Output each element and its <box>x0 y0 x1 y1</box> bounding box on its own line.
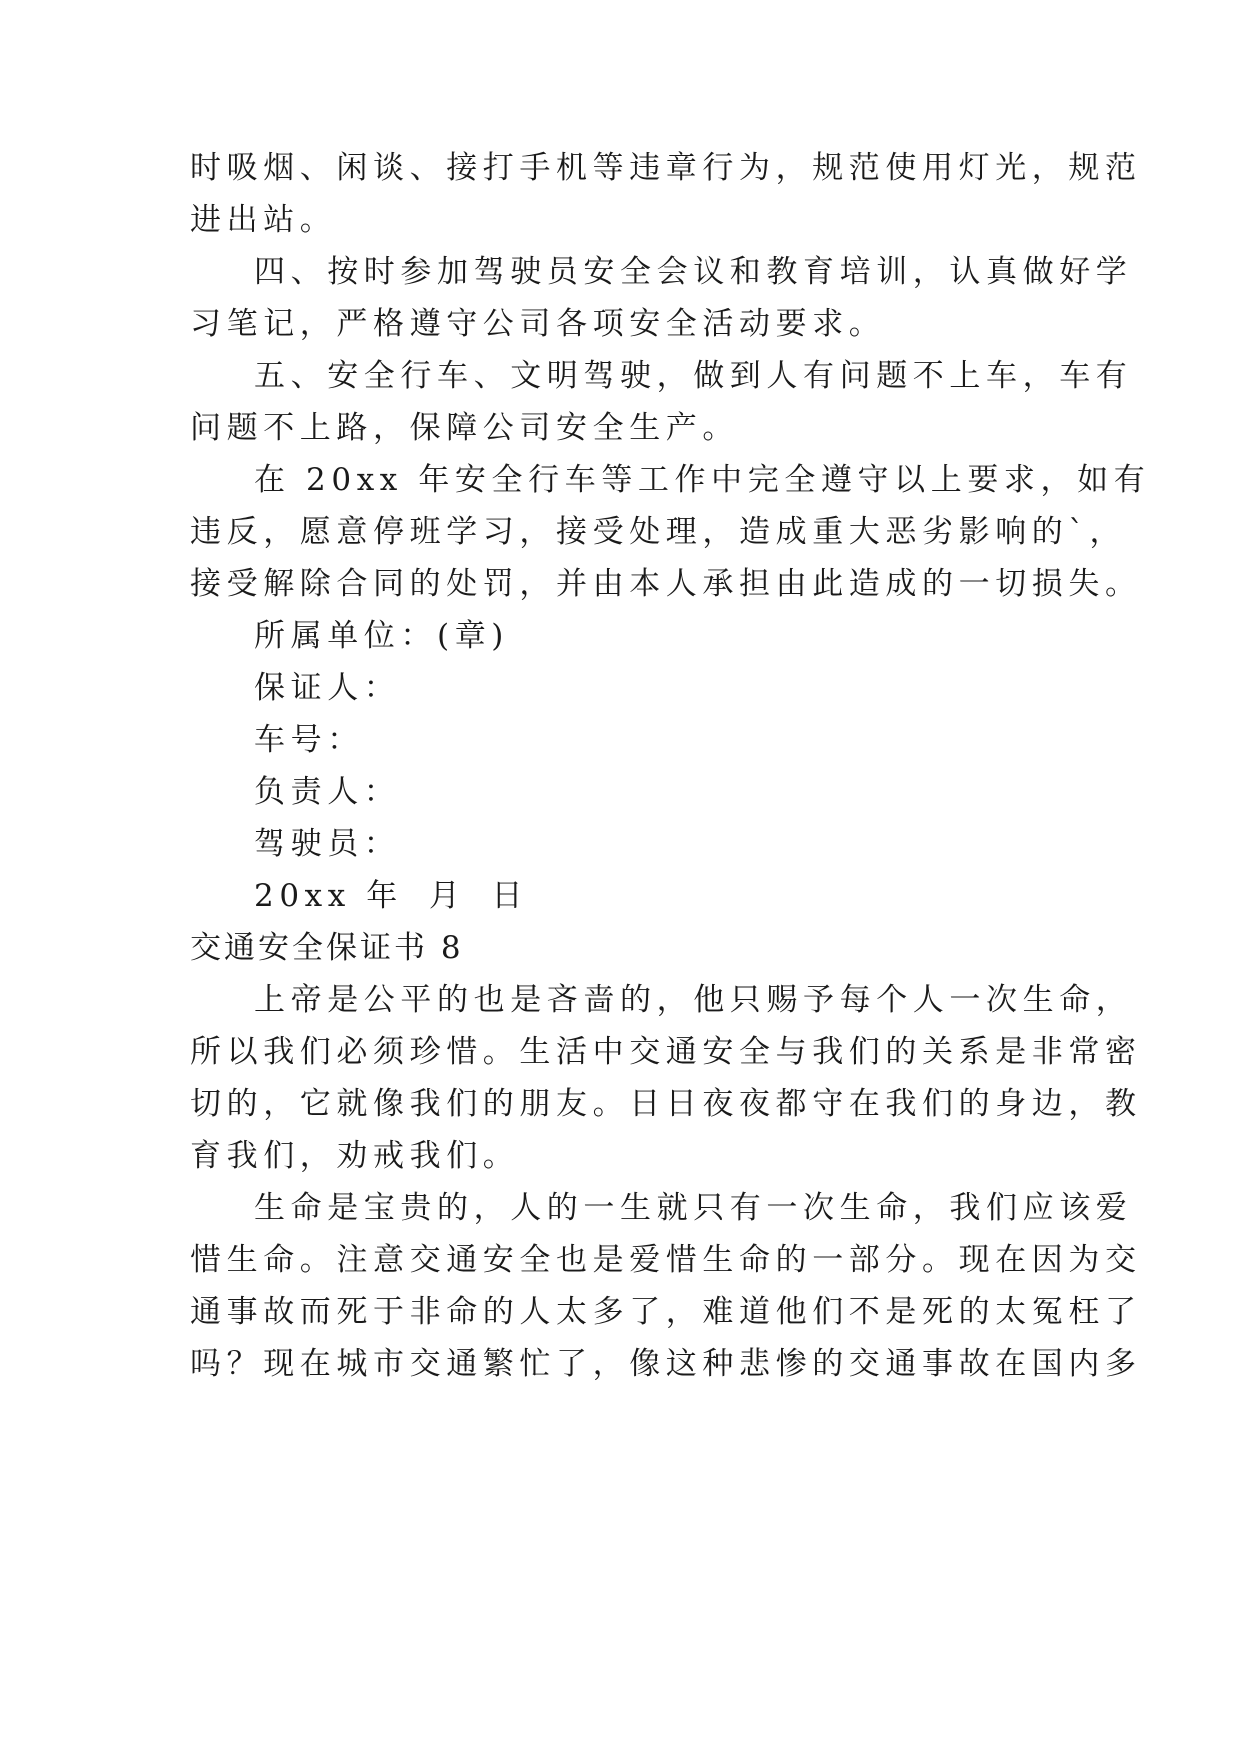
paragraph-line: 生命是宝贵的，人的一生就只有一次生命，我们应该爱 <box>254 1190 1133 1226</box>
paragraph-line: 上帝是公平的也是吝啬的，他只赐予每个人一次生命， <box>254 982 1133 1018</box>
item-five-line: 五、安全行车、文明驾驶，做到人有问题不上车，车有 <box>254 358 1133 394</box>
item-five-line: 问题不上路，保障公司安全生产。 <box>190 410 739 446</box>
item-four-line: 四、按时参加驾驶员安全会议和教育培训，认真做好学 <box>254 254 1133 290</box>
paragraph-line: 吗？现在城市交通繁忙了，像这种悲惨的交通事故在国内多 <box>190 1346 1142 1382</box>
date-year: 20xx 年 <box>254 878 403 914</box>
body-line: 进出站。 <box>190 202 337 238</box>
pledge-line: 在 20xx 年安全行车等工作中完全遵守以上要求，如有 <box>254 462 1151 498</box>
body-line: 时吸烟、闲谈、接打手机等违章行为，规范使用灯光，规范 <box>190 150 1142 186</box>
date-line <box>254 876 528 916</box>
guarantor-field-label: 保证人： <box>254 670 401 706</box>
paragraph-line: 育我们，劝戒我们。 <box>190 1138 520 1174</box>
paragraph-line: 通事故而死于非命的人太多了，难道他们不是死的太冤枉了 <box>190 1294 1142 1330</box>
date-day: 日 <box>491 878 529 914</box>
item-four-line: 习笔记，严格遵守公司各项安全活动要求。 <box>190 306 886 342</box>
section-title: 交通安全保证书 8 <box>190 930 464 966</box>
paragraph-line: 惜生命。注意交通安全也是爱惜生命的一部分。现在因为交 <box>190 1242 1142 1278</box>
vehicle-number-field-label: 车号： <box>254 722 364 758</box>
pledge-line: 接受解除合同的处罚，并由本人承担由此造成的一切损失。 <box>190 566 1142 602</box>
unit-field-label: 所属单位：(章) <box>254 618 509 654</box>
person-in-charge-field-label: 负责人： <box>254 774 401 810</box>
pledge-line: 违反，愿意停班学习，接受处理，造成重大恶劣影响的`， <box>190 514 1127 550</box>
date-month: 月 <box>428 878 466 914</box>
paragraph-line: 切的，它就像我们的朋友。日日夜夜都守在我们的身边，教 <box>190 1086 1142 1122</box>
paragraph-line: 所以我们必须珍惜。生活中交通安全与我们的关系是非常密 <box>190 1034 1142 1070</box>
driver-field-label: 驾驶员： <box>254 826 401 862</box>
